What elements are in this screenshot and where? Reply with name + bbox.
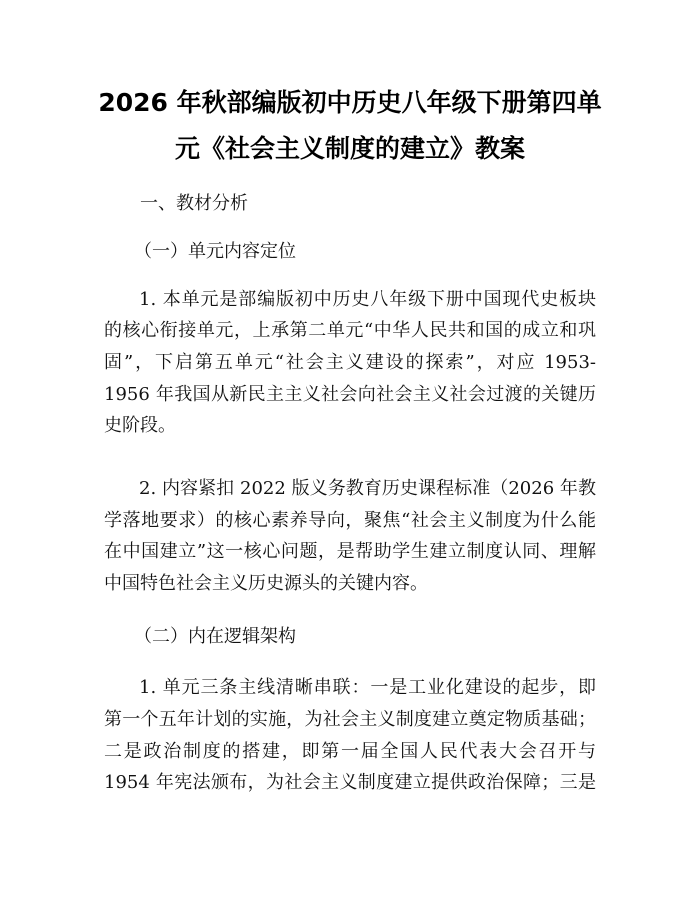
document-title-line-1: 2026 年秋部编版初中历史八年级下册第四单 — [98, 88, 602, 117]
paragraph-1-line-1: 1. 本单元是部编版初中历史八年级下册中国现代史板块 — [139, 289, 596, 310]
paragraph-2-line-2: 学落地要求）的核心素养导向，聚焦“社会主义制度为什么能 — [104, 510, 596, 531]
subsection-heading-unit-positioning: （一）单元内容定位 — [134, 241, 296, 262]
paragraph-2-line-1: 2. 内容紧扣 2022 版义务教育历史课程标准（2026 年教 — [139, 478, 596, 499]
paragraph-2-line-4: 中国特色社会主义历史源头的关键内容。 — [104, 573, 428, 594]
paragraph-1-line-5: 史阶段。 — [104, 415, 176, 436]
subsection-heading-internal-logic: （二）内在逻辑架构 — [134, 626, 296, 647]
paragraph-3-line-2: 第一个五年计划的实施，为社会主义制度建立奠定物质基础； — [104, 709, 596, 730]
paragraph-2-line-3: 在中国建立”这一核心问题，是帮助学生建立制度认同、理解 — [104, 541, 596, 562]
document-title-line-2: 元《社会主义制度的建立》教案 — [174, 134, 525, 163]
paragraph-3-line-3: 二是政治制度的搭建，即第一届全国人民代表大会召开与 — [104, 741, 596, 762]
section-heading-textbook-analysis: 一、教材分析 — [140, 193, 248, 214]
paragraph-3-line-4: 1954 年宪法颁布，为社会主义制度建立提供政治保障；三是 — [104, 772, 596, 793]
paragraph-3-line-1: 1. 单元三条主线清晰串联：一是工业化建设的起步，即 — [139, 677, 596, 698]
paragraph-1-line-3: 固”，下启第五单元“社会主义建设的探索”，对应 1953- — [104, 352, 596, 373]
paragraph-1-line-2: 的核心衔接单元，上承第二单元“中华人民共和国的成立和巩 — [104, 320, 596, 341]
paragraph-1-line-4: 1956 年我国从新民主主义社会向社会主义社会过渡的关键历 — [104, 384, 596, 405]
